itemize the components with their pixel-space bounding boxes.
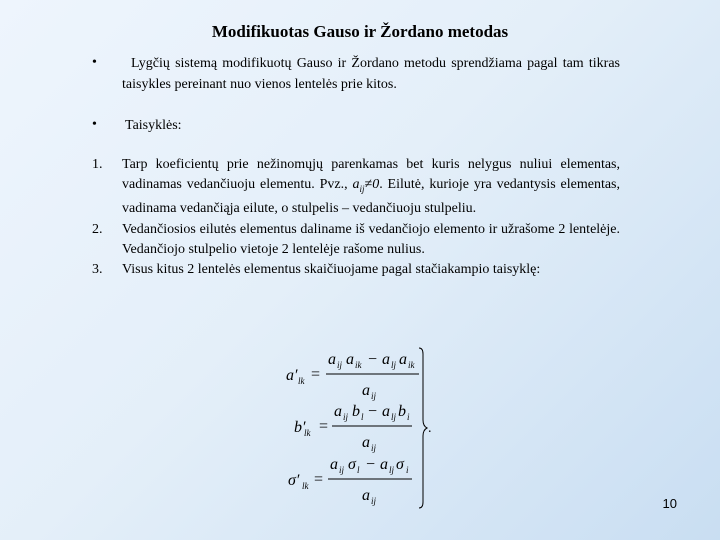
formula-graphic — [282, 344, 442, 509]
formula-minus: − — [368, 351, 378, 368]
formula-lhs: σ′ — [288, 472, 300, 489]
formula-num-term: a — [330, 456, 338, 473]
formula-num-term: σ — [396, 456, 404, 473]
formula-num-sub: i — [407, 412, 410, 422]
rule-item — [92, 220, 620, 261]
rule-text: Visus kitus 2 lentelės elementus skaičiuojame pagal stačiakampio taisyklę: — [122, 262, 541, 278]
formula-equals: = — [319, 418, 329, 435]
rule-number: 2. — [92, 221, 103, 237]
rule-math-sub: ij — [359, 184, 365, 195]
formula-lhs: b′ — [294, 419, 306, 436]
formula-num-sub: ij — [339, 465, 345, 475]
formula-num-term: a — [346, 351, 354, 368]
formula-line-b — [294, 403, 412, 453]
formula-den-sub: ij — [371, 443, 377, 453]
formula-equals: = — [311, 366, 321, 383]
formula-minus: − — [366, 456, 376, 473]
formula-num-term: σ — [348, 456, 356, 473]
bullet-text-intro: Lygčių sistemą modifikuotų Gauso ir Žordano metodu sprendžiama pagal tam tikras taisykles pereinant nuo vienos lentelės prie kitos. — [122, 56, 620, 92]
formula-num-sub: l — [357, 465, 360, 475]
formula-den-term: a — [362, 434, 370, 451]
rule-text: Vedančiosios eilutės elementus daliname iš vedančiojo elemento ir užrašome 2 lentelėje. Vedančiojo stulpelio vietoje 2 lentelėje rašome nulius. — [122, 221, 620, 257]
bullet-text-rules: Taisyklės: — [125, 118, 182, 133]
formula-den-term: a — [362, 487, 370, 504]
formula-lhs-sub: lk — [298, 376, 305, 386]
rule-text: Tarp koeficientų prie nežinomųjų parenkamas bet kuris nelygus nuliui elementas, vadinamas vedančiuoju elementu. Pvz., — [122, 157, 620, 193]
formula-num-term: a — [334, 403, 342, 420]
formula-num-sub: i — [406, 465, 409, 475]
rule-item — [92, 260, 620, 280]
formula-num-term: a — [399, 351, 407, 368]
formula-num-sub: lj — [391, 360, 397, 370]
formula-num-sub: ik — [355, 360, 362, 370]
rules-list — [92, 155, 620, 281]
rule-item — [92, 155, 620, 220]
page-number: 10 — [662, 496, 677, 511]
bullet-marker: • — [92, 117, 97, 132]
rule-number: 3. — [92, 262, 103, 278]
bullet-marker: • — [92, 55, 97, 70]
rule-math-neq: ≠0 — [364, 177, 380, 193]
formula-num-sub: ij — [343, 412, 349, 422]
formula-num-term: a — [328, 351, 336, 368]
slide-title: Modifikuotas Gauso ir Žordano metodas — [211, 22, 509, 41]
rule-number: 1. — [92, 157, 103, 172]
formula-trailing-period: . — [428, 421, 432, 436]
formula-num-sub: lj — [389, 465, 395, 475]
formula-minus: − — [368, 403, 378, 420]
formula-lhs: a′ — [286, 367, 298, 384]
formula-den-sub: ij — [371, 391, 377, 401]
formula-lhs-sub: lk — [304, 428, 311, 438]
formula-num-term: a — [382, 403, 390, 420]
formula-num-sub: l — [361, 412, 364, 422]
rectangle-rule-formula — [282, 344, 442, 509]
formula-den-sub: ij — [371, 496, 377, 506]
formula-line-a — [286, 351, 419, 401]
formula-equals: = — [314, 471, 324, 488]
formula-den-term: a — [362, 382, 370, 399]
formula-num-term: a — [380, 456, 388, 473]
formula-line-sigma — [288, 456, 412, 506]
formula-num-term: a — [382, 351, 390, 368]
formula-num-sub: ik — [408, 360, 415, 370]
formula-num-term: b — [352, 403, 360, 420]
right-brace-icon — [419, 348, 427, 508]
formula-num-term: b — [398, 403, 406, 420]
formula-lhs-sub: lk — [302, 481, 309, 491]
rule-text-continued: . Eilutė, kurioje yra vedantysis elementas, vadinama vedančiąja eilute, o stulpelis – vedančiuoju stulpeliu. — [122, 177, 620, 217]
formula-num-sub: lj — [391, 412, 397, 422]
formula-num-sub: ij — [337, 360, 343, 370]
rule-math-a: a — [352, 177, 360, 193]
